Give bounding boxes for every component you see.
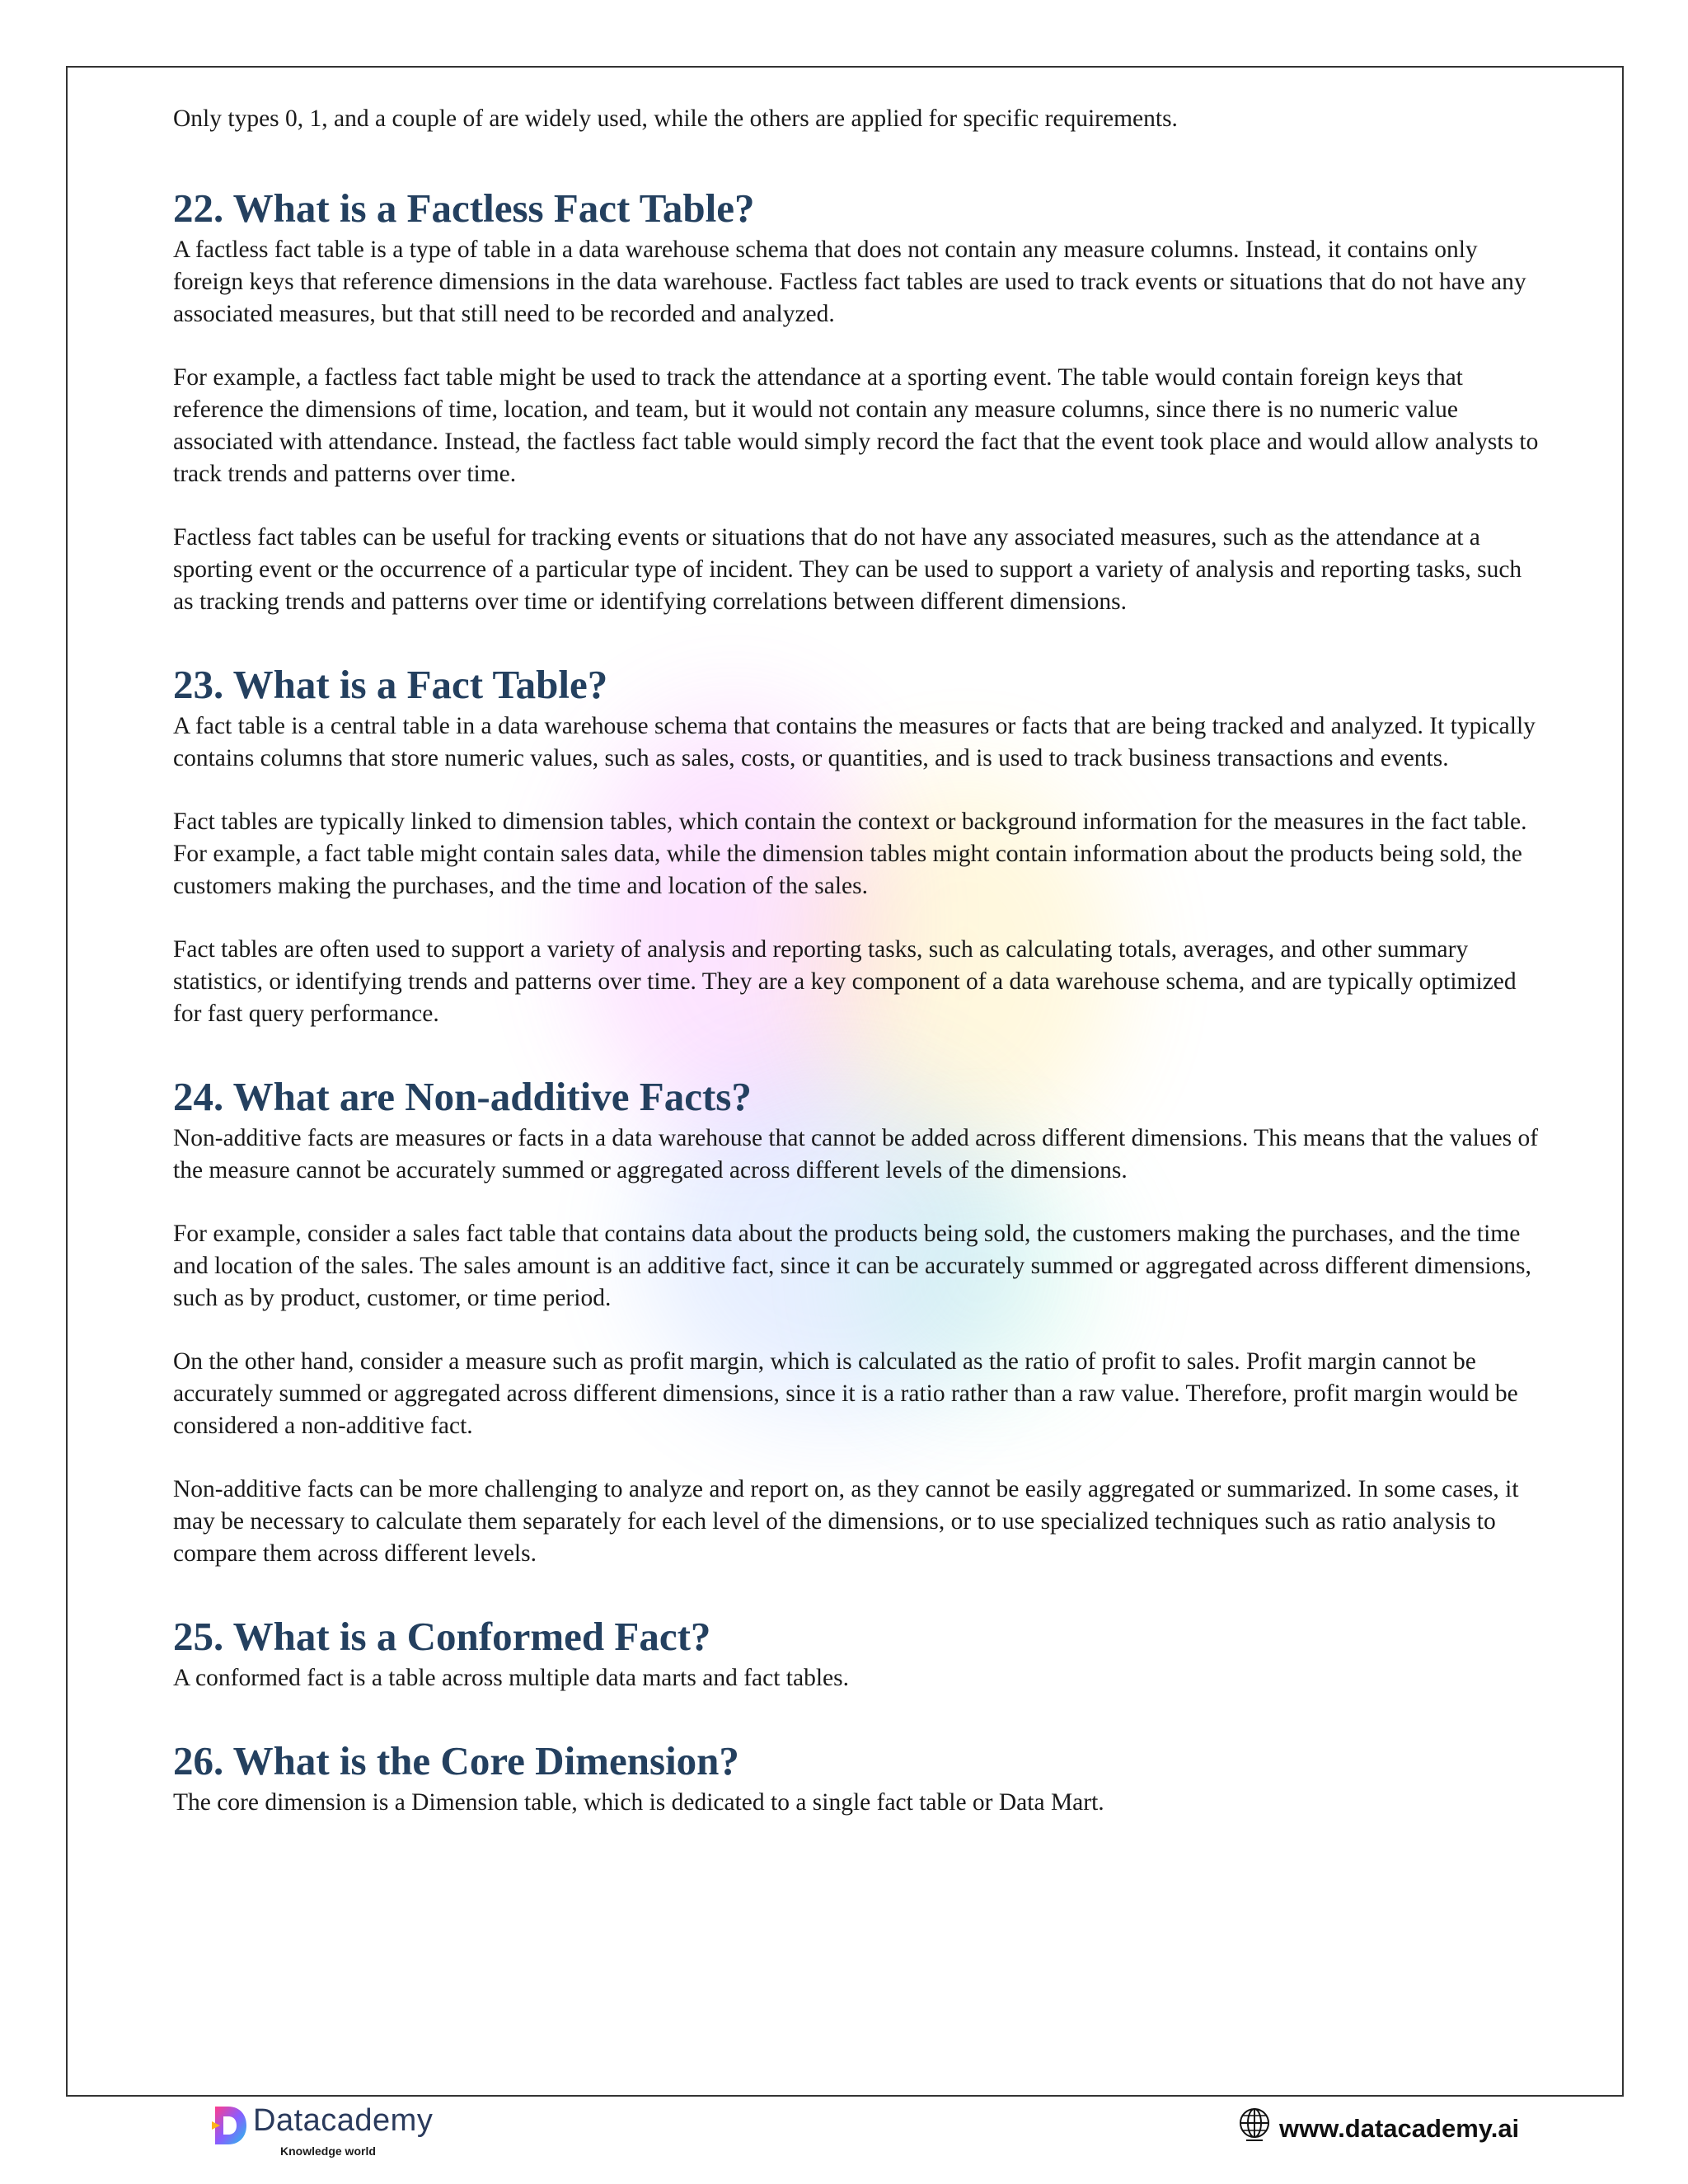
intro-paragraph: Only types 0, 1, and a couple of are widely used, while the others are applied for specific requirements. xyxy=(173,105,1178,132)
section-heading: 24. What are Non-additive Facts? xyxy=(173,1074,752,1119)
section-heading: 23. What is a Fact Table? xyxy=(173,662,608,707)
logo-text: Datacademy xyxy=(253,2103,434,2138)
section-conformed-fact xyxy=(173,1613,1541,1694)
globe-icon xyxy=(1236,2107,1273,2143)
section-fact-table xyxy=(173,661,1541,1030)
paragraph: For example, a factless fact table might be used to track the attendance at a sporting event. The table would contain foreign keys that reference the dimensions of time, location, and team, but it would not contain any measure columns, since there is no numeric value associated with attendance. Instead, the factless fact table would simply record the fact that the event took place and would allow analysts to track trends and patterns over time. xyxy=(173,364,1539,487)
paragraph: A factless fact table is a type of table in a data warehouse schema that does not contain any measure columns. Instead, it contains only foreign keys that reference dimensions in the data warehouse. Factless fact tables are used to track events or situations that do not have any associated measures, but that still need to be recorded and analyzed. xyxy=(173,237,1526,327)
paragraph: Factless fact tables can be useful for tracking events or situations that do not have any associated measures, such as the attendance at a sporting event or the occurrence of a particular type of incident. They can be used to support a variety of analysis and reporting tasks, such as tracking trends and patterns over time or identifying correlations between different dimensions. xyxy=(173,524,1522,615)
website-url: www.datacademy.ai xyxy=(1279,2114,1520,2143)
paragraph: A fact table is a central table in a data warehouse schema that contains the measures or facts that are being tracked and analyzed. It typically contains columns that store numeric values, such as sales, costs, or quantities, and is used to track business transactions and events. xyxy=(173,713,1536,771)
datacademy-d-icon xyxy=(210,2103,248,2148)
paragraph: Non-additive facts can be more challenging to analyze and report on, as they cannot be easily aggregated or summarized. In some cases, it may be necessary to calculate them separately for each level of the dimensions, or to use specialized techniques such as ratio analysis to compare them across different levels. xyxy=(173,1476,1519,1567)
section-heading: 25. What is a Conformed Fact? xyxy=(173,1614,711,1659)
paragraph: Non-additive facts are measures or facts in a data warehouse that cannot be added across different dimensions. This means that the values of the measure cannot be accurately summed or aggregated across different levels of the dimensions. xyxy=(173,1125,1539,1183)
section-heading: 22. What is a Factless Fact Table? xyxy=(173,185,755,231)
paragraph: Fact tables are typically linked to dimension tables, which contain the context or background information for the measures in the fact table. For example, a fact table might contain sales data, while the dimension tables might contain information about the products being sold, the customers making the purchases, and the time and location of the sales. xyxy=(173,808,1527,899)
website-link[interactable] xyxy=(1236,2106,1519,2144)
section-non-additive-facts xyxy=(173,1073,1541,1570)
paragraph: A conformed fact is a table across multiple data marts and fact tables. xyxy=(173,1665,849,1691)
section-heading: 26. What is the Core Dimension? xyxy=(173,1738,739,1783)
paragraph: For example, consider a sales fact table that contains data about the products being sold, the customers making the purchases, and the time and location of the sales. The sales amount is an additive fact, since it can be accurately summed or aggregated across different dimensions, such as by product, customer, or time period. xyxy=(173,1221,1531,1311)
logo-tagline: Knowledge world xyxy=(280,2144,376,2158)
paragraph: Fact tables are often used to support a variety of analysis and reporting tasks, such as calculating totals, averages, and other summary statistics, or identifying trends and patterns over time. They are a key component of a data warehouse schema, and are typically optimized for fast query performance. xyxy=(173,936,1517,1027)
section-core-dimension xyxy=(173,1737,1541,1819)
section-factless-fact-table xyxy=(173,185,1541,618)
paragraph: On the other hand, consider a measure such as profit margin, which is calculated as the ratio of profit to sales. Profit margin cannot be accurately summed or aggregated across different dimensions, since it is a ratio rather than a raw value. Therefore, profit margin would be considered a non-additive fact. xyxy=(173,1348,1518,1439)
footer-logo xyxy=(210,2102,441,2168)
document-body xyxy=(173,103,1541,1862)
paragraph: The core dimension is a Dimension table, which is dedicated to a single fact table or Data Mart. xyxy=(173,1789,1104,1816)
